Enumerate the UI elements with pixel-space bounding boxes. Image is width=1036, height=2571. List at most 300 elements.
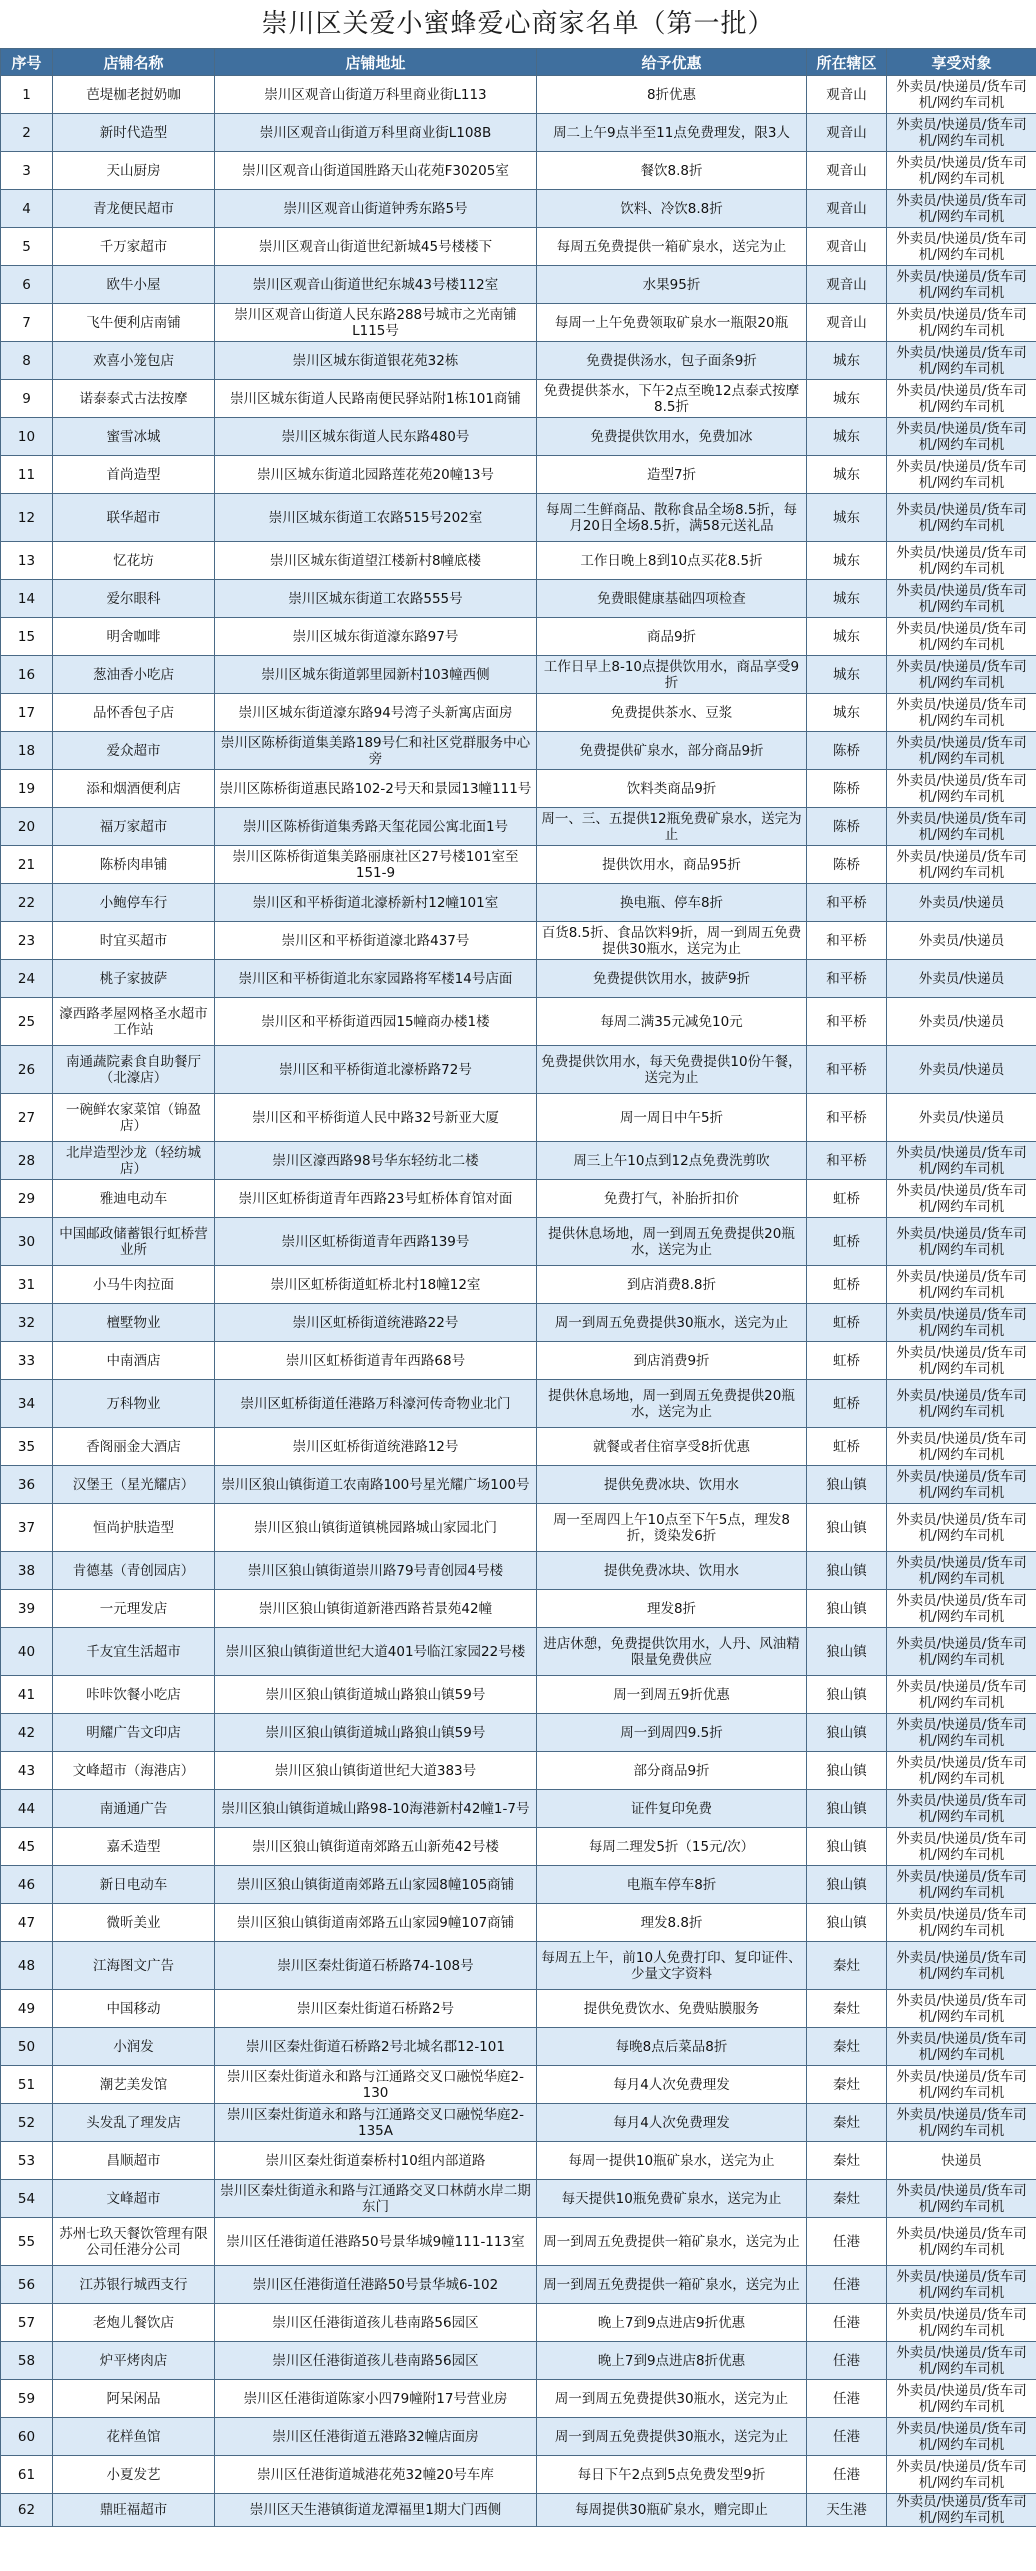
table-row xyxy=(1,1142,1036,1180)
cell-discount: 商品9折 xyxy=(537,618,807,656)
cell-index: 25 xyxy=(1,998,53,1046)
cell-shop-name: 桃子家披萨 xyxy=(53,960,215,998)
cell-index: 36 xyxy=(1,1466,53,1504)
cell-beneficiary: 外卖员/快递员/货车司机/网约车司机 xyxy=(887,1142,1036,1180)
table-row xyxy=(1,808,1036,846)
cell-beneficiary: 外卖员/快递员/货车司机/网约车司机 xyxy=(887,2304,1036,2342)
cell-beneficiary: 外卖员/快递员/货车司机/网约车司机 xyxy=(887,1342,1036,1380)
table-row xyxy=(1,1342,1036,1380)
cell-shop-name: 蜜雪冰城 xyxy=(53,418,215,456)
cell-district: 和平桥 xyxy=(807,1046,887,1094)
cell-shop-address: 崇川区任港街道孩儿巷南路56园区 xyxy=(215,2304,537,2342)
table-row xyxy=(1,694,1036,732)
cell-shop-address: 崇川区狼山镇街道新港西路苔景苑42幢 xyxy=(215,1590,537,1628)
cell-beneficiary: 外卖员/快递员/货车司机/网约车司机 xyxy=(887,1990,1036,2028)
cell-index: 32 xyxy=(1,1304,53,1342)
cell-district: 观音山 xyxy=(807,76,887,114)
cell-index: 31 xyxy=(1,1266,53,1304)
cell-beneficiary: 外卖员/快递员/货车司机/网约车司机 xyxy=(887,2066,1036,2104)
cell-beneficiary: 快递员 xyxy=(887,2142,1036,2180)
cell-discount: 饮料、冷饮8.8折 xyxy=(537,190,807,228)
cell-discount: 每周二满35元减免10元 xyxy=(537,998,807,1046)
cell-beneficiary: 外卖员/快递员 xyxy=(887,960,1036,998)
cell-beneficiary: 外卖员/快递员/货车司机/网约车司机 xyxy=(887,846,1036,884)
cell-discount: 周三上午10点到12点免费洗剪吹 xyxy=(537,1142,807,1180)
cell-discount: 周一到周五免费提供一箱矿泉水，送完为止 xyxy=(537,2218,807,2266)
cell-discount: 每周一上午免费领取矿泉水一瓶限20瓶 xyxy=(537,304,807,342)
cell-index: 14 xyxy=(1,580,53,618)
cell-discount: 免费提供茶水、豆浆 xyxy=(537,694,807,732)
cell-index: 37 xyxy=(1,1504,53,1552)
cell-index: 23 xyxy=(1,922,53,960)
cell-shop-name: 炉平烤肉店 xyxy=(53,2342,215,2380)
cell-index: 24 xyxy=(1,960,53,998)
cell-shop-address: 崇川区虹桥街道青年西路23号虹桥体育馆对面 xyxy=(215,1180,537,1218)
cell-discount: 工作日晚上8到10点买花8.5折 xyxy=(537,542,807,580)
cell-index: 3 xyxy=(1,152,53,190)
cell-shop-name: 南通通广告 xyxy=(53,1790,215,1828)
cell-district: 任港 xyxy=(807,2342,887,2380)
table-row xyxy=(1,2342,1036,2380)
cell-discount: 免费提供矿泉水，部分商品9折 xyxy=(537,732,807,770)
cell-district: 和平桥 xyxy=(807,998,887,1046)
cell-discount: 饮料类商品9折 xyxy=(537,770,807,808)
cell-shop-address: 崇川区狼山镇街道南郊路五山家园9幢107商铺 xyxy=(215,1904,537,1942)
table-row xyxy=(1,960,1036,998)
cell-shop-name: 肯德基（青创园店） xyxy=(53,1552,215,1590)
cell-district: 观音山 xyxy=(807,304,887,342)
cell-district: 虹桥 xyxy=(807,1380,887,1428)
cell-shop-address: 崇川区秦灶街道石桥路74-108号 xyxy=(215,1942,537,1990)
cell-shop-name: 苏州七玖天餐饮管理有限公司任港分公司 xyxy=(53,2218,215,2266)
cell-shop-name: 潮艺美发馆 xyxy=(53,2066,215,2104)
cell-shop-address: 崇川区任港街道任港路50号景华城6-102 xyxy=(215,2266,537,2304)
cell-beneficiary: 外卖员/快递员/货车司机/网约车司机 xyxy=(887,304,1036,342)
table-row xyxy=(1,1218,1036,1266)
cell-index: 30 xyxy=(1,1218,53,1266)
cell-shop-address: 崇川区观音山街道世纪新城45号楼楼下 xyxy=(215,228,537,266)
table-row xyxy=(1,2266,1036,2304)
cell-index: 50 xyxy=(1,2028,53,2066)
cell-shop-name: 濠西路孝屋网格圣水超市工作站 xyxy=(53,998,215,1046)
cell-shop-address: 崇川区城东街道濠东路94号湾子头新寓店面房 xyxy=(215,694,537,732)
table-row xyxy=(1,732,1036,770)
cell-district: 狼山镇 xyxy=(807,1466,887,1504)
table-row xyxy=(1,2418,1036,2456)
cell-beneficiary: 外卖员/快递员/货车司机/网约车司机 xyxy=(887,1942,1036,1990)
cell-beneficiary: 外卖员/快递员/货车司机/网约车司机 xyxy=(887,1304,1036,1342)
cell-district: 狼山镇 xyxy=(807,1866,887,1904)
cell-beneficiary: 外卖员/快递员/货车司机/网约车司机 xyxy=(887,342,1036,380)
cell-discount: 每周二理发5折（15元/次） xyxy=(537,1828,807,1866)
table-row xyxy=(1,1866,1036,1904)
cell-beneficiary: 外卖员/快递员/货车司机/网约车司机 xyxy=(887,380,1036,418)
cell-index: 4 xyxy=(1,190,53,228)
cell-index: 11 xyxy=(1,456,53,494)
cell-shop-name: 飞牛便利店南铺 xyxy=(53,304,215,342)
cell-shop-address: 崇川区城东街道银花苑32栋 xyxy=(215,342,537,380)
cell-district: 和平桥 xyxy=(807,922,887,960)
table-row xyxy=(1,656,1036,694)
cell-shop-name: 陈桥肉串铺 xyxy=(53,846,215,884)
table-row xyxy=(1,1504,1036,1552)
header-shop-name: 店铺名称 xyxy=(53,49,215,76)
cell-discount: 水果95折 xyxy=(537,266,807,304)
cell-district: 狼山镇 xyxy=(807,1676,887,1714)
cell-beneficiary: 外卖员/快递员/货车司机/网约车司机 xyxy=(887,694,1036,732)
cell-beneficiary: 外卖员/快递员/货车司机/网约车司机 xyxy=(887,494,1036,542)
cell-discount: 提供休息场地，周一到周五免费提供20瓶水，送完为止 xyxy=(537,1380,807,1428)
cell-discount: 周一到周五免费提供30瓶水，送完为止 xyxy=(537,2380,807,2418)
cell-shop-address: 崇川区观音山街道万科里商业街L113 xyxy=(215,76,537,114)
table-row xyxy=(1,1266,1036,1304)
cell-discount: 周一到周五免费提供一箱矿泉水，送完为止 xyxy=(537,2266,807,2304)
cell-district: 狼山镇 xyxy=(807,1714,887,1752)
cell-beneficiary: 外卖员/快递员/货车司机/网约车司机 xyxy=(887,2104,1036,2142)
cell-beneficiary: 外卖员/快递员/货车司机/网约车司机 xyxy=(887,2380,1036,2418)
cell-discount: 周二上午9点半至11点免费理发，限3人 xyxy=(537,114,807,152)
table-row xyxy=(1,190,1036,228)
cell-discount: 免费提供茶水，下午2点至晚12点泰式按摩8.5折 xyxy=(537,380,807,418)
page-title: 崇川区关爱小蜜蜂爱心商家名单（第一批） xyxy=(261,9,775,39)
cell-district: 虹桥 xyxy=(807,1428,887,1466)
table-row xyxy=(1,1752,1036,1790)
cell-beneficiary: 外卖员/快递员 xyxy=(887,1046,1036,1094)
cell-shop-name: 雅迪电动车 xyxy=(53,1180,215,1218)
header-beneficiary: 享受对象 xyxy=(887,49,1036,76)
cell-discount: 周一到周五9折优惠 xyxy=(537,1676,807,1714)
cell-district: 观音山 xyxy=(807,152,887,190)
cell-beneficiary: 外卖员/快递员/货车司机/网约车司机 xyxy=(887,732,1036,770)
cell-shop-name: 汉堡王（星光耀店） xyxy=(53,1466,215,1504)
cell-shop-address: 崇川区观音山街道万科里商业街L108B xyxy=(215,114,537,152)
cell-index: 17 xyxy=(1,694,53,732)
table-row xyxy=(1,2456,1036,2494)
cell-shop-address: 崇川区狼山镇街道城山路98-10海港新村42幢1-7号 xyxy=(215,1790,537,1828)
table-row xyxy=(1,380,1036,418)
cell-beneficiary: 外卖员/快递员/货车司机/网约车司机 xyxy=(887,2342,1036,2380)
table-row xyxy=(1,922,1036,960)
table-row xyxy=(1,1790,1036,1828)
cell-shop-name: 一元理发店 xyxy=(53,1590,215,1628)
cell-index: 47 xyxy=(1,1904,53,1942)
cell-district: 城东 xyxy=(807,342,887,380)
cell-discount: 周一到周五免费提供30瓶水，送完为止 xyxy=(537,1304,807,1342)
cell-beneficiary: 外卖员/快递员/货车司机/网约车司机 xyxy=(887,1504,1036,1552)
cell-shop-address: 崇川区任港街道任港路50号景华城9幢111-113室 xyxy=(215,2218,537,2266)
cell-index: 59 xyxy=(1,2380,53,2418)
cell-district: 城东 xyxy=(807,580,887,618)
cell-beneficiary: 外卖员/快递员/货车司机/网约车司机 xyxy=(887,1218,1036,1266)
cell-shop-name: 欧牛小屋 xyxy=(53,266,215,304)
cell-shop-address: 崇川区秦灶街道永和路与江通路交叉口融悦华庭2-130 xyxy=(215,2066,537,2104)
table-row xyxy=(1,1428,1036,1466)
cell-district: 秦灶 xyxy=(807,2104,887,2142)
cell-shop-name: 明耀广告文印店 xyxy=(53,1714,215,1752)
cell-index: 53 xyxy=(1,2142,53,2180)
table-header-row xyxy=(1,49,1036,76)
table-body xyxy=(1,76,1036,2527)
cell-shop-name: 嘉禾造型 xyxy=(53,1828,215,1866)
table-row xyxy=(1,2494,1036,2527)
table-row xyxy=(1,998,1036,1046)
header-discount: 给予优惠 xyxy=(537,49,807,76)
cell-discount: 每月4人次免费理发 xyxy=(537,2104,807,2142)
cell-beneficiary: 外卖员/快递员/货车司机/网约车司机 xyxy=(887,1790,1036,1828)
cell-shop-name: 中国邮政储蓄银行虹桥营业所 xyxy=(53,1218,215,1266)
cell-district: 秦灶 xyxy=(807,1990,887,2028)
cell-district: 陈桥 xyxy=(807,732,887,770)
cell-district: 狼山镇 xyxy=(807,1790,887,1828)
cell-discount: 每天提供10瓶免费矿泉水，送完为止 xyxy=(537,2180,807,2218)
cell-shop-name: 文峰超市（海港店） xyxy=(53,1752,215,1790)
table-row xyxy=(1,2028,1036,2066)
cell-index: 57 xyxy=(1,2304,53,2342)
cell-district: 任港 xyxy=(807,2218,887,2266)
cell-beneficiary: 外卖员/快递员/货车司机/网约车司机 xyxy=(887,1180,1036,1218)
cell-shop-address: 崇川区和平桥街道北濠桥路72号 xyxy=(215,1046,537,1094)
cell-beneficiary: 外卖员/快递员/货车司机/网约车司机 xyxy=(887,2028,1036,2066)
cell-index: 18 xyxy=(1,732,53,770)
cell-district: 任港 xyxy=(807,2304,887,2342)
cell-shop-address: 崇川区狼山镇街道城山路狼山镇59号 xyxy=(215,1676,537,1714)
cell-shop-address: 崇川区虹桥街道青年西路68号 xyxy=(215,1342,537,1380)
cell-beneficiary: 外卖员/快递员/货车司机/网约车司机 xyxy=(887,580,1036,618)
cell-shop-name: 福万家超市 xyxy=(53,808,215,846)
cell-discount: 晚上7到9点进店9折优惠 xyxy=(537,2304,807,2342)
cell-district: 秦灶 xyxy=(807,2142,887,2180)
table-row xyxy=(1,228,1036,266)
header-index: 序号 xyxy=(1,49,53,76)
cell-beneficiary: 外卖员/快递员/货车司机/网约车司机 xyxy=(887,1828,1036,1866)
cell-shop-address: 崇川区秦灶街道秦桥村10组内部道路 xyxy=(215,2142,537,2180)
cell-district: 观音山 xyxy=(807,114,887,152)
cell-discount: 每日下午2点到5点免费发型9折 xyxy=(537,2456,807,2494)
table-row xyxy=(1,2380,1036,2418)
cell-beneficiary: 外卖员/快递员/货车司机/网约车司机 xyxy=(887,1466,1036,1504)
cell-shop-address: 崇川区任港街道陈家小四79幢附17号营业房 xyxy=(215,2380,537,2418)
cell-shop-address: 崇川区和平桥街道北濠桥新村12幢101室 xyxy=(215,884,537,922)
cell-index: 33 xyxy=(1,1342,53,1380)
cell-index: 2 xyxy=(1,114,53,152)
cell-shop-address: 崇川区狼山镇街道城山路狼山镇59号 xyxy=(215,1714,537,1752)
cell-discount: 每周五免费提供一箱矿泉水，送完为止 xyxy=(537,228,807,266)
cell-shop-name: 首尚造型 xyxy=(53,456,215,494)
cell-beneficiary: 外卖员/快递员 xyxy=(887,922,1036,960)
cell-shop-address: 崇川区和平桥街道北东家园路将军楼14号店面 xyxy=(215,960,537,998)
cell-discount: 到店消费9折 xyxy=(537,1342,807,1380)
cell-shop-address: 崇川区观音山街道钟秀东路5号 xyxy=(215,190,537,228)
cell-shop-name: 品怀香包子店 xyxy=(53,694,215,732)
cell-index: 44 xyxy=(1,1790,53,1828)
cell-shop-address: 崇川区狼山镇街道工农南路100号星光耀广场100号 xyxy=(215,1466,537,1504)
table-row xyxy=(1,304,1036,342)
cell-beneficiary: 外卖员/快递员/货车司机/网约车司机 xyxy=(887,190,1036,228)
cell-shop-name: 中国移动 xyxy=(53,1990,215,2028)
cell-beneficiary: 外卖员/快递员 xyxy=(887,1094,1036,1142)
cell-district: 观音山 xyxy=(807,228,887,266)
cell-district: 虹桥 xyxy=(807,1304,887,1342)
cell-shop-name: 头发乱了理发店 xyxy=(53,2104,215,2142)
cell-beneficiary: 外卖员/快递员/货车司机/网约车司机 xyxy=(887,1590,1036,1628)
cell-shop-address: 崇川区秦灶街道永和路与江通路交叉口融悦华庭2-135A xyxy=(215,2104,537,2142)
cell-district: 和平桥 xyxy=(807,884,887,922)
cell-beneficiary: 外卖员/快递员/货车司机/网约车司机 xyxy=(887,1266,1036,1304)
cell-district: 和平桥 xyxy=(807,960,887,998)
cell-index: 9 xyxy=(1,380,53,418)
cell-beneficiary: 外卖员/快递员/货车司机/网约车司机 xyxy=(887,2218,1036,2266)
cell-district: 城东 xyxy=(807,656,887,694)
table-row xyxy=(1,1180,1036,1218)
cell-index: 19 xyxy=(1,770,53,808)
table-row xyxy=(1,2218,1036,2266)
cell-shop-name: 爱尔眼科 xyxy=(53,580,215,618)
table-row xyxy=(1,114,1036,152)
cell-district: 城东 xyxy=(807,418,887,456)
cell-index: 38 xyxy=(1,1552,53,1590)
cell-shop-name: 千友宜生活超市 xyxy=(53,1628,215,1676)
cell-discount: 周一、三、五提供12瓶免费矿泉水，送完为止 xyxy=(537,808,807,846)
cell-district: 任港 xyxy=(807,2380,887,2418)
cell-district: 城东 xyxy=(807,456,887,494)
cell-index: 12 xyxy=(1,494,53,542)
cell-beneficiary: 外卖员/快递员/货车司机/网约车司机 xyxy=(887,656,1036,694)
cell-discount: 周一周日中午5折 xyxy=(537,1094,807,1142)
cell-shop-name: 联华超市 xyxy=(53,494,215,542)
table-row xyxy=(1,618,1036,656)
cell-index: 54 xyxy=(1,2180,53,2218)
cell-shop-address: 崇川区狼山镇街道南郊路五山新苑42号楼 xyxy=(215,1828,537,1866)
cell-index: 34 xyxy=(1,1380,53,1428)
cell-district: 任港 xyxy=(807,2418,887,2456)
cell-index: 10 xyxy=(1,418,53,456)
cell-index: 62 xyxy=(1,2494,53,2527)
cell-index: 13 xyxy=(1,542,53,580)
cell-shop-name: 南通蔬院素食自助餐厅（北濠店） xyxy=(53,1046,215,1094)
cell-index: 58 xyxy=(1,2342,53,2380)
table-row xyxy=(1,2180,1036,2218)
cell-discount: 提供休息场地，周一到周五免费提供20瓶水，送完为止 xyxy=(537,1218,807,1266)
cell-discount: 百货8.5折、食品饮料9折，周一到周五免费提供30瓶水，送完为止 xyxy=(537,922,807,960)
table-row xyxy=(1,1304,1036,1342)
cell-index: 7 xyxy=(1,304,53,342)
cell-shop-name: 芭堤枷老挝奶咖 xyxy=(53,76,215,114)
cell-shop-address: 崇川区狼山镇街道崇川路79号青创园4号楼 xyxy=(215,1552,537,1590)
cell-shop-address: 崇川区濠西路98号华东轻纺北二楼 xyxy=(215,1142,537,1180)
cell-discount: 提供免费冰块、饮用水 xyxy=(537,1552,807,1590)
cell-district: 城东 xyxy=(807,494,887,542)
cell-index: 48 xyxy=(1,1942,53,1990)
cell-shop-name: 千万家超市 xyxy=(53,228,215,266)
cell-shop-name: 小马牛肉拉面 xyxy=(53,1266,215,1304)
cell-shop-address: 崇川区陈桥街道集美路189号仁和社区党群服务中心旁 xyxy=(215,732,537,770)
cell-beneficiary: 外卖员/快递员/货车司机/网约车司机 xyxy=(887,618,1036,656)
cell-beneficiary: 外卖员/快递员 xyxy=(887,884,1036,922)
cell-discount: 免费提供饮用水，每天免费提供10份午餐，送完为止 xyxy=(537,1046,807,1094)
cell-index: 45 xyxy=(1,1828,53,1866)
cell-district: 陈桥 xyxy=(807,808,887,846)
cell-district: 虹桥 xyxy=(807,1266,887,1304)
cell-shop-name: 忆花坊 xyxy=(53,542,215,580)
cell-district: 秦灶 xyxy=(807,1942,887,1990)
cell-beneficiary: 外卖员/快递员/货车司机/网约车司机 xyxy=(887,456,1036,494)
cell-shop-name: 时宜买超市 xyxy=(53,922,215,960)
cell-discount: 理发8折 xyxy=(537,1590,807,1628)
table-row xyxy=(1,494,1036,542)
table-row xyxy=(1,542,1036,580)
cell-shop-name: 添和烟酒便利店 xyxy=(53,770,215,808)
cell-beneficiary: 外卖员/快递员/货车司机/网约车司机 xyxy=(887,1904,1036,1942)
cell-beneficiary: 外卖员/快递员/货车司机/网约车司机 xyxy=(887,1552,1036,1590)
table-row xyxy=(1,152,1036,190)
cell-shop-name: 新日电动车 xyxy=(53,1866,215,1904)
cell-shop-address: 崇川区任港街道孩儿巷南路56园区 xyxy=(215,2342,537,2380)
cell-discount: 免费提供饮用水，披萨9折 xyxy=(537,960,807,998)
cell-shop-address: 崇川区城东街道郭里园新村103幢西侧 xyxy=(215,656,537,694)
cell-shop-address: 崇川区城东街道人民路南便民驿站附1栋101商铺 xyxy=(215,380,537,418)
cell-beneficiary: 外卖员/快递员/货车司机/网约车司机 xyxy=(887,1714,1036,1752)
cell-shop-address: 崇川区虹桥街道任港路万科濠河传奇物业北门 xyxy=(215,1380,537,1428)
table-row xyxy=(1,1094,1036,1142)
cell-shop-name: 微昕美业 xyxy=(53,1904,215,1942)
cell-district: 天生港 xyxy=(807,2494,887,2527)
cell-district: 狼山镇 xyxy=(807,1504,887,1552)
cell-shop-name: 鼎旺福超市 xyxy=(53,2494,215,2527)
cell-district: 和平桥 xyxy=(807,1142,887,1180)
cell-shop-address: 崇川区秦灶街道石桥路2号 xyxy=(215,1990,537,2028)
cell-shop-address: 崇川区城东街道工农路555号 xyxy=(215,580,537,618)
cell-index: 16 xyxy=(1,656,53,694)
table-row xyxy=(1,1466,1036,1504)
cell-shop-name: 咔咔饮餐小吃店 xyxy=(53,1676,215,1714)
header-district: 所在辖区 xyxy=(807,49,887,76)
table-row xyxy=(1,1552,1036,1590)
table-row xyxy=(1,1942,1036,1990)
cell-discount: 周一至周四上午10点至下午5点，理发8折，烫染发6折 xyxy=(537,1504,807,1552)
cell-discount: 证件复印免费 xyxy=(537,1790,807,1828)
cell-shop-name: 爱众超市 xyxy=(53,732,215,770)
cell-discount: 进店休憩，免费提供饮用水，人丹、风油精限量免费供应 xyxy=(537,1628,807,1676)
cell-beneficiary: 外卖员/快递员/货车司机/网约车司机 xyxy=(887,2418,1036,2456)
cell-shop-name: 恒尚护肤造型 xyxy=(53,1504,215,1552)
cell-discount: 提供饮用水，商品95折 xyxy=(537,846,807,884)
cell-index: 20 xyxy=(1,808,53,846)
table-row xyxy=(1,1828,1036,1866)
cell-index: 28 xyxy=(1,1142,53,1180)
cell-shop-address: 崇川区陈桥街道惠民路102-2号天和景园13幢111号 xyxy=(215,770,537,808)
merchant-table xyxy=(0,48,1036,2527)
table-row xyxy=(1,456,1036,494)
cell-shop-name: 文峰超市 xyxy=(53,2180,215,2218)
cell-index: 40 xyxy=(1,1628,53,1676)
cell-shop-name: 香阁丽金大酒店 xyxy=(53,1428,215,1466)
cell-beneficiary: 外卖员/快递员/货车司机/网约车司机 xyxy=(887,76,1036,114)
cell-discount: 每周提供30瓶矿泉水，赠完即止 xyxy=(537,2494,807,2527)
cell-index: 27 xyxy=(1,1094,53,1142)
cell-discount: 电瓶车停车8折 xyxy=(537,1866,807,1904)
cell-index: 61 xyxy=(1,2456,53,2494)
cell-shop-address: 崇川区和平桥街道濠北路437号 xyxy=(215,922,537,960)
table-row xyxy=(1,2104,1036,2142)
cell-discount: 免费提供饮用水，免费加冰 xyxy=(537,418,807,456)
cell-beneficiary: 外卖员/快递员/货车司机/网约车司机 xyxy=(887,808,1036,846)
cell-shop-address: 崇川区虹桥街道青年西路139号 xyxy=(215,1218,537,1266)
cell-district: 陈桥 xyxy=(807,846,887,884)
cell-district: 城东 xyxy=(807,618,887,656)
cell-beneficiary: 外卖员/快递员/货车司机/网约车司机 xyxy=(887,1428,1036,1466)
table-row xyxy=(1,342,1036,380)
cell-beneficiary: 外卖员/快递员/货车司机/网约车司机 xyxy=(887,1380,1036,1428)
